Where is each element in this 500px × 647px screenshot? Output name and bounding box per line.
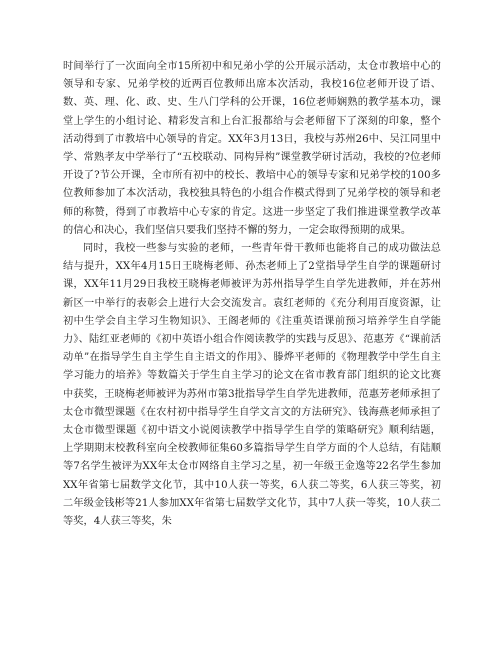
paragraph-2: 同时，我校一些参与实验的老师，一些青年骨干教师也能将自己的成功做法总结与提升，XX年4月15日王晓梅老师、孙杰老师上了2堂指导学生自学的课题研讨课，XX年11月29日我校王晓梅老师被评为苏州指导学生自学先进教师，并在苏州新区一中举行的表彰会上进行大会交流发言。袁红老师的《充分利用百度资源，让初中生学会自主学习生物知识》、王阁老师的《注重英语课前预习培养学生自学能力》、陆红亚老师的《初中英语小组合作阅读教学的实践与反思》、范惠芳《“课前活动单”在指导学生自主学生自主语文的作用》、滕烨平老师的《物理教学中学生自主学习能力的培养》等数篇关于学生自主学习的论文在省市教育部门组织的论文比赛中获奖，王晓梅老师被评为苏州市第3批指导学生自学先进教师，范惠芳老师承担了太仓市微型课题《在农村初中指导学生自学文言文的方法研究》、钱海燕老师承担了太仓市微型课题《初中语文小说阅读教学中指导学生自学的策略研究》顺利结题，上学期期末校教科室向全校教师征集60多篇指导学生自学方面的个人总结，有陆顺等7名学生被评为XX年太仓市网络自主学习之星，初一年级王金逸等22名学生参加XX年省第七届数学文化节，其中10人获一等奖，6人获二等奖，6人获三等奖，初二年级金钱彬等21人参加XX年省第七届数学文化节，其中7人获一等奖，10人获二等奖，4人获三等奖，朱	[63, 243, 441, 528]
document-page	[63, 58, 441, 531]
paragraph-1: 时间举行了一次面向全市15所初中和兄弟小学的公开展示活动，太仓市教培中心的领导和专家、兄弟学校的近两百位教师出席本次活动，我校16位老师开设了语、数、英、理、化、政、史、生八门学科的公开课，16位老师娴熟的教学基本功，课堂上学生的小组讨论、精彩发言和上台汇报都给与会老师留下了深刻的印象，整个活动得到了市教培中心领导的肯定。XX年3月13日，我校与苏州26中、吴江同里中学、常熟孝友中学举行了“五校联动、同构异构”课堂教学研讨活动，我校的?位老师开设了?节公开课，全市所有初中的校长、教培中心的领导专家和兄弟学校的100多位教师参加了本次活动，我校独具特色的小组合作模式得到了兄弟学校的领导和老师的称赞，得到了市教培中心专家的肯定。这进一步坚定了我们推进课堂教学改革的信心和决心，我们坚信只要我们坚持不懈的努力，一定会取得预期的成果。	[63, 61, 441, 236]
